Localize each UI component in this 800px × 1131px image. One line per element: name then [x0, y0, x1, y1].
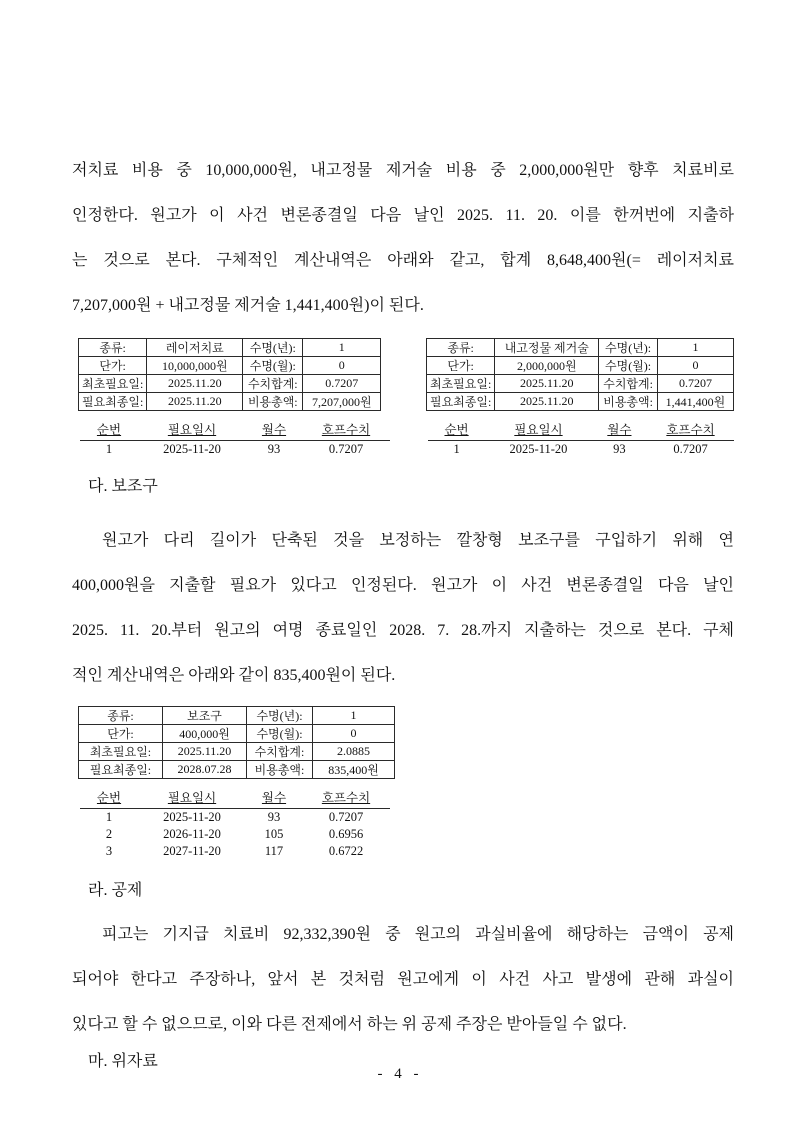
info-value: 1 [313, 707, 395, 725]
info-value: 2025.11.20 [147, 375, 243, 393]
info-label: 단가: [79, 725, 163, 743]
info-value: 0 [657, 357, 733, 375]
schedule-cell: 0.6722 [328, 844, 364, 858]
schedule-header-text: 호프수치 [321, 791, 371, 805]
schedule-cell: 93 [267, 442, 281, 456]
info-label: 필요최종일: [427, 393, 495, 411]
laser-table-group [78, 338, 420, 458]
info-label: 수치합계: [243, 375, 303, 393]
removal-info-table [426, 338, 734, 411]
info-value: 2.0885 [313, 743, 395, 761]
page-number: - 4 - [377, 1066, 423, 1082]
paragraph-line: 원고가 다리 길이가 단축된 것을 보정하는 깔창형 보조구를 구입하기 위해 연 [102, 532, 734, 549]
schedule-cell: 2025-11-20 [163, 810, 221, 824]
schedule-header [246, 787, 302, 809]
info-label: 최초필요일: [427, 375, 495, 393]
section-heading-consolation-money: 마. 위자료 [88, 1053, 158, 1070]
info-label: 종류: [79, 339, 147, 357]
schedule-header [80, 787, 138, 809]
device-info-table [78, 706, 395, 779]
paragraph-line: 는 것으로 본다. 구체적인 계산내역은 아래와 같고, 합계 8,648,400원(= 레이저치료 [72, 252, 734, 269]
paragraph-line: 400,000원을 지출할 필요가 있다고 인정된다. 원고가 이 사건 변론종결일 다음 날인 [72, 577, 734, 594]
schedule-cell: 1 [105, 810, 113, 824]
schedule-header-text: 순번 [444, 423, 469, 437]
table-row [79, 339, 381, 357]
paragraph-line: 피고는 기지급 치료비 92,332,390원 중 원고의 과실비율에 해당하는 금액이 공제 [102, 926, 734, 943]
schedule-cell: 105 [264, 827, 284, 841]
schedule-header-text: 월수 [261, 791, 287, 805]
schedule-header [647, 419, 734, 441]
section-heading-deduction: 라. 공제 [88, 882, 143, 899]
info-label: 수치합계: [247, 743, 313, 761]
schedule-cell: 93 [267, 810, 281, 824]
info-value: 1,441,400원 [657, 393, 733, 411]
table-row [80, 809, 390, 827]
schedule-cell: 2025-11-20 [509, 442, 568, 456]
info-value: 2,000,000원 [495, 357, 599, 375]
info-value: 1 [657, 339, 733, 357]
schedule-header-text: 필요일시 [167, 423, 217, 437]
info-value: 400,000원 [163, 725, 247, 743]
schedule-header [592, 419, 647, 441]
table-row [427, 393, 734, 411]
info-label: 수치합계: [599, 375, 658, 393]
treatment-tables-row [72, 338, 734, 458]
section-heading-assistive-device: 다. 보조구 [88, 478, 158, 495]
schedule-header [246, 419, 302, 441]
paragraph-line: 저치료 비용 중 10,000,000원, 내고정물 제거술 비용 중 2,000,000원만 향후 치료비로 [72, 162, 734, 179]
schedule-header [80, 419, 138, 441]
schedule-header-text: 순번 [96, 791, 122, 805]
schedule-header [428, 419, 485, 441]
table-row [79, 707, 395, 725]
schedule-header-text: 필요일시 [514, 423, 563, 437]
info-value: 7,207,000원 [303, 393, 381, 411]
info-value: 내고정물 제거술 [495, 339, 599, 357]
info-label: 필요최종일: [79, 393, 147, 411]
table-row [427, 339, 734, 357]
table-row [80, 787, 390, 809]
paragraph-line: 인정한다. 원고가 이 사건 변론종결일 다음 날인 2025. 11. 20. 이를 한꺼번에 지출하 [72, 207, 734, 224]
table-row [79, 725, 395, 743]
table-row [79, 743, 395, 761]
paragraph-line: 2025. 11. 20.부터 원고의 여명 종료일인 2028. 7. 28.까지 지출하는 것으로 본다. 구체 [72, 622, 734, 639]
schedule-cell: 0.7207 [673, 442, 708, 456]
schedule-header-text: 호프수치 [321, 423, 371, 437]
info-value: 레이저치료 [147, 339, 243, 357]
table-row [80, 826, 390, 843]
info-value: 0 [303, 357, 381, 375]
schedule-cell: 2025-11-20 [163, 442, 221, 456]
info-value: 2025.11.20 [163, 743, 247, 761]
schedule-cell: 3 [105, 844, 113, 858]
paragraph-assistive-device [72, 518, 734, 698]
info-value: 2025.11.20 [495, 375, 599, 393]
paragraph-line: 7,207,000원 + 내고정물 제거술 1,441,400원)이 된다. [72, 297, 424, 314]
info-label: 최초필요일: [79, 375, 147, 393]
info-label: 비용총액: [243, 393, 303, 411]
schedule-header [138, 787, 246, 809]
device-table-group [78, 706, 734, 860]
info-value: 2025.11.20 [495, 393, 599, 411]
schedule-header-text: 필요일시 [167, 791, 217, 805]
paragraph-line: 적인 계산내역은 아래와 같이 835,400원이 된다. [72, 667, 396, 684]
schedule-cell: 0.7207 [328, 442, 364, 456]
info-label: 수명(년): [243, 339, 303, 357]
info-label: 수명(년): [247, 707, 313, 725]
table-row [427, 357, 734, 375]
info-label: 수명(월): [599, 357, 658, 375]
schedule-cell: 1 [105, 442, 113, 456]
info-label: 단가: [79, 357, 147, 375]
table-row [79, 375, 381, 393]
table-row [79, 393, 381, 411]
schedule-header-text: 월수 [261, 423, 287, 437]
removal-schedule-table [428, 419, 734, 458]
info-label: 단가: [427, 357, 495, 375]
schedule-header-text: 순번 [96, 423, 122, 437]
table-row [79, 761, 395, 779]
info-value: 0.7207 [303, 375, 381, 393]
schedule-header-text: 호프수치 [666, 423, 715, 437]
schedule-cell: 93 [613, 442, 626, 456]
schedule-cell: 1 [453, 442, 460, 456]
info-value: 835,400원 [313, 761, 395, 779]
info-label: 최초필요일: [79, 743, 163, 761]
info-label: 비용총액: [599, 393, 658, 411]
schedule-header [485, 419, 592, 441]
info-value: 2025.11.20 [147, 393, 243, 411]
info-label: 비용총액: [247, 761, 313, 779]
paragraph-deduction [72, 912, 734, 1047]
schedule-cell: 2 [105, 827, 113, 841]
paragraph-line: 되어야 한다고 주장하나, 앞서 본 것처럼 원고에게 이 사건 사고 발생에 관해 과실이 [72, 971, 734, 988]
schedule-cell: 117 [264, 844, 284, 858]
info-value: 0 [313, 725, 395, 743]
info-label: 수명(월): [247, 725, 313, 743]
removal-table-group [426, 338, 734, 458]
table-row [80, 843, 390, 860]
table-row [427, 375, 734, 393]
info-label: 종류: [427, 339, 495, 357]
schedule-cell: 0.7207 [328, 810, 364, 824]
info-value: 10,000,000원 [147, 357, 243, 375]
schedule-cell: 2026-11-20 [163, 827, 221, 841]
table-row [428, 419, 734, 441]
table-row [79, 357, 381, 375]
schedule-cell: 0.6956 [328, 827, 364, 841]
schedule-header-text: 월수 [607, 423, 632, 437]
info-label: 수명(월): [243, 357, 303, 375]
info-value: 보조구 [163, 707, 247, 725]
paragraph-line: 있다고 할 수 없으므로, 이와 다른 전제에서 하는 위 공제 주장은 받아들일 수 없다. [72, 1016, 627, 1033]
info-value: 1 [303, 339, 381, 357]
laser-schedule-table [80, 419, 390, 458]
device-schedule-table [80, 787, 390, 860]
schedule-cell: 2027-11-20 [163, 844, 221, 858]
laser-info-table [78, 338, 381, 411]
paragraph-future-treatment [72, 148, 734, 328]
table-row [80, 441, 390, 459]
schedule-header [138, 419, 246, 441]
table-row [80, 419, 390, 441]
info-label: 종류: [79, 707, 163, 725]
info-label: 필요최종일: [79, 761, 163, 779]
schedule-header [302, 419, 390, 441]
info-value: 2028.07.28 [163, 761, 247, 779]
table-row [428, 441, 734, 459]
info-value: 0.7207 [657, 375, 733, 393]
info-label: 수명(년): [599, 339, 658, 357]
schedule-header [302, 787, 390, 809]
